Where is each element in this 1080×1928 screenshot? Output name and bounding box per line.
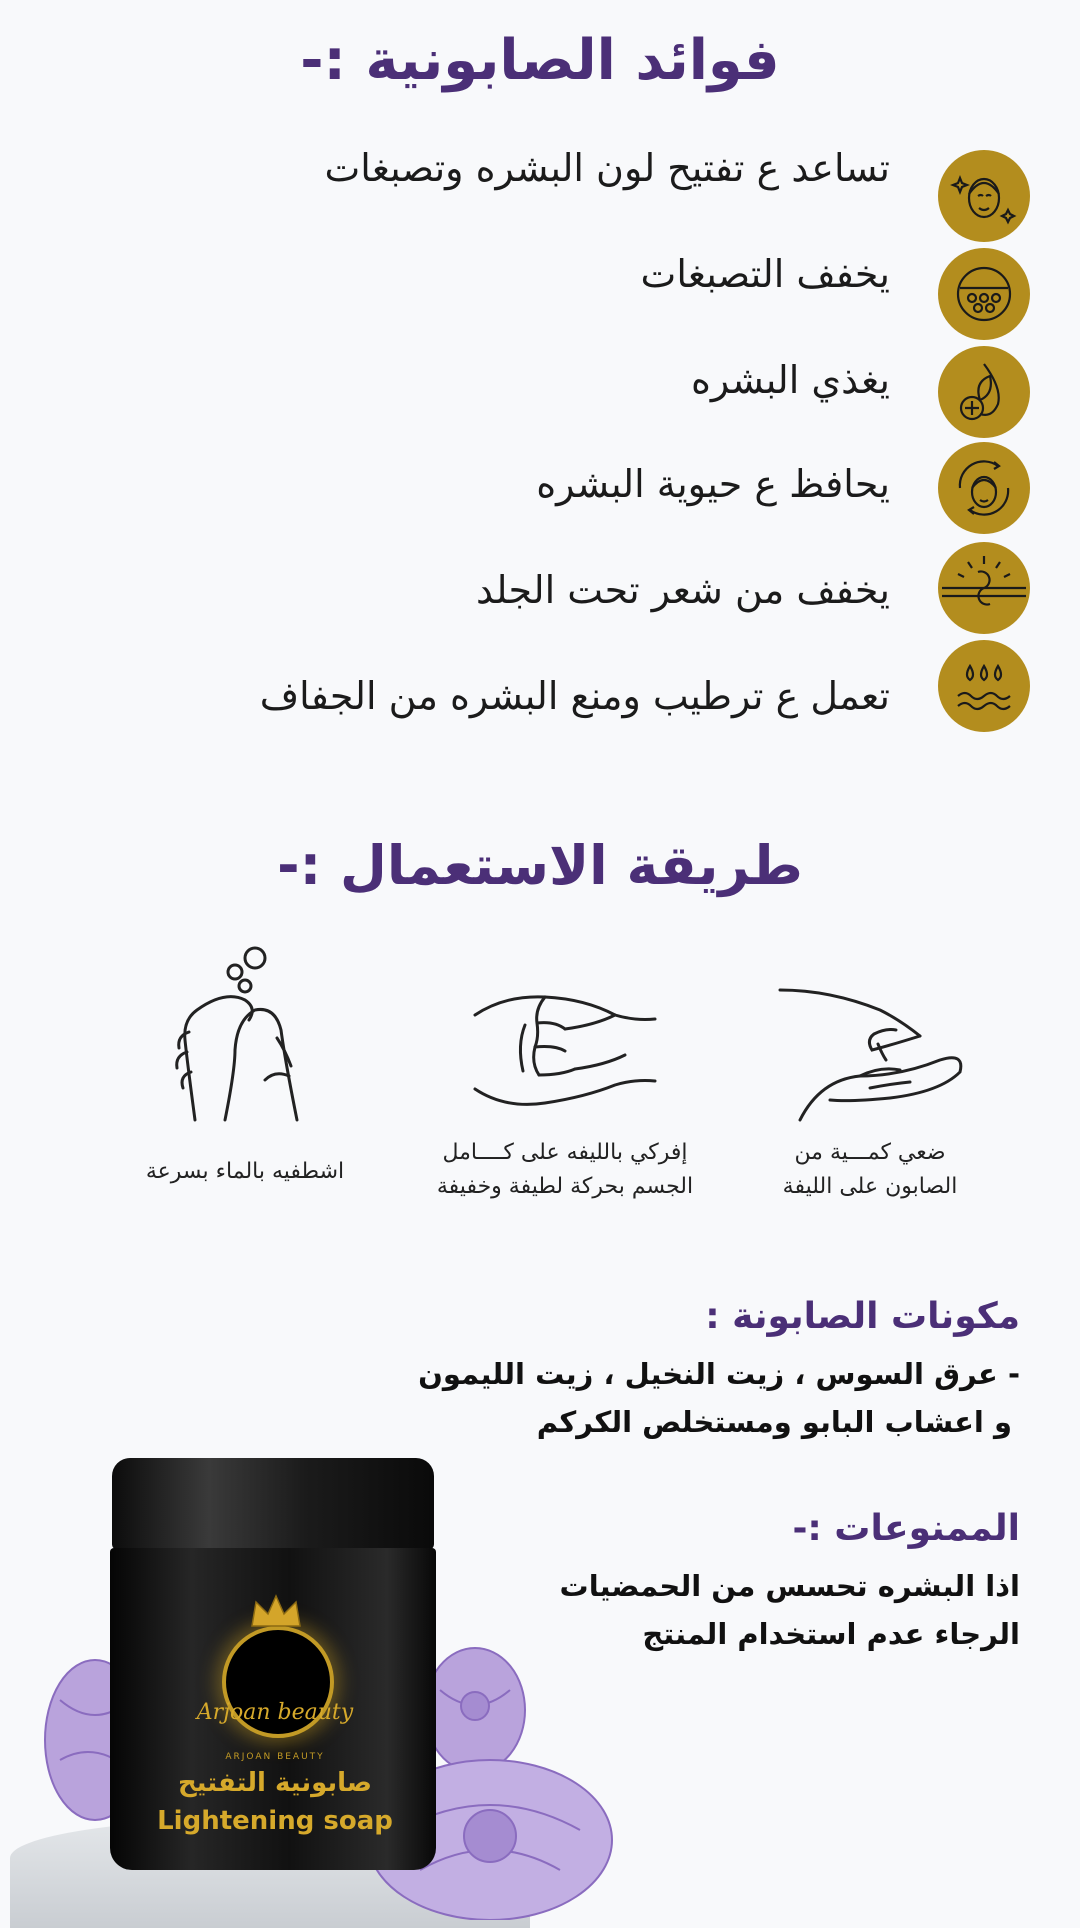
ingredients-line: - عرق السوس ، زيت النخيل ، زيت الليمون [418, 1357, 1020, 1391]
benefits-title: فوائد الصابونية :- [300, 28, 780, 93]
benefit-text: يخفف التصبغات [640, 252, 890, 296]
product-name-ar: صابونية التفتيح [177, 1768, 373, 1798]
benefit-text: يحافظ ع حيوية البشره [536, 462, 890, 506]
contra-title: الممنوعات :- [792, 1508, 1020, 1549]
jar-lid [112, 1458, 434, 1550]
nourish-drop-leaf-icon [938, 346, 1030, 438]
benefit-text: يخفف من شعر تحت الجلد [475, 568, 890, 612]
ingredients-title: مكونات الصابونة : [705, 1296, 1020, 1337]
benefit-text: تعمل ع ترطيب ومنع البشره من الجفاف [259, 674, 890, 718]
rinse-hands-icon [165, 940, 325, 1125]
face-refresh-icon [938, 442, 1030, 534]
brand-small: ARJOAN BEAUTY [225, 1752, 325, 1762]
crown-icon [248, 1594, 304, 1630]
skin-pores-icon [938, 248, 1030, 340]
scrub-hands-icon [465, 985, 665, 1115]
step-caption: اشطفيه بالماء بسرعة [145, 1159, 345, 1184]
moisture-drops-icon [938, 640, 1030, 732]
usage-title: طريقة الاستعمال :- [277, 834, 803, 897]
product-name-en: Lightening soap [157, 1806, 393, 1836]
step-caption: إفركي بالليفه على كــــامل الجسم بحركة لطيفة وخفيفة [436, 1140, 694, 1199]
face-sparkle-icon [938, 150, 1030, 242]
contra-line: الرجاء عدم استخدام المنتج [642, 1617, 1020, 1651]
brand-script: Arjoan beauty [196, 1700, 354, 1725]
step-caption: ضعي كمـــية من الصابون على الليفة [782, 1140, 958, 1199]
contra-line: اذا البشره تحسس من الحمضيات [559, 1569, 1020, 1603]
ingrown-hair-icon [938, 542, 1030, 634]
benefit-text: يغذي البشره [690, 358, 890, 402]
ingredients-line: و اعشاب البابو ومستخلص الكركم [536, 1405, 1012, 1439]
benefit-text: تساعد ع تفتيح لون البشره وتصبغات [324, 146, 890, 190]
soap-on-hand-icon [770, 980, 970, 1130]
